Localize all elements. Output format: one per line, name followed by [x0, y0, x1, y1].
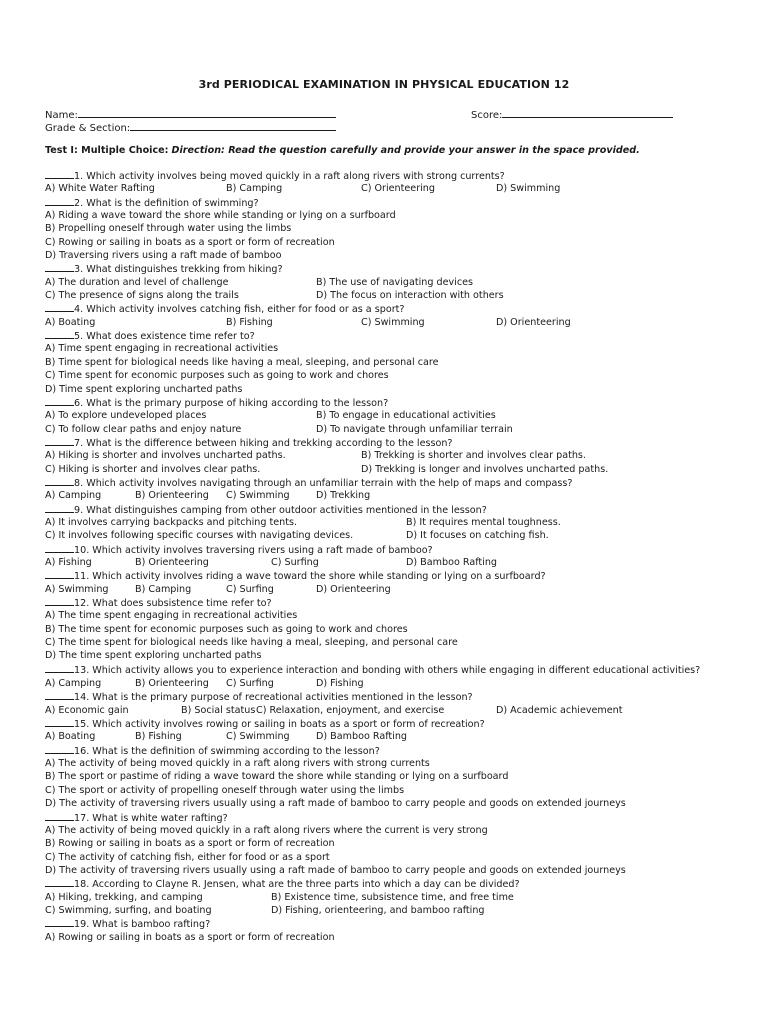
question-stem	[45, 877, 745, 890]
question-stem	[45, 302, 745, 315]
answer-blank[interactable]	[45, 262, 74, 272]
question-list	[45, 169, 745, 944]
answer-option: A) Camping	[45, 678, 102, 690]
answer-option: D) Bamboo Rafting	[316, 731, 408, 743]
question-stem	[45, 917, 745, 930]
option-row	[45, 677, 745, 690]
answer-blank[interactable]	[45, 877, 74, 887]
option-row	[45, 757, 745, 770]
answer-option: D) The time spent exploring uncharted paths	[45, 650, 262, 662]
option-row	[45, 423, 745, 436]
option-row	[45, 851, 745, 864]
answer-option: B) Orienteering	[135, 490, 209, 502]
question-stem	[45, 396, 745, 409]
question-text: 2. What is the definition of swimming?	[74, 197, 259, 209]
option-row	[45, 583, 745, 596]
answer-option: D) Traversing rivers using a raft made of bamboo	[45, 250, 282, 262]
question-text: 14. What is the primary purpose of recreational activities mentioned in the lesson?	[74, 692, 473, 704]
score-field	[471, 107, 673, 121]
answer-option: C) Swimming	[226, 490, 290, 502]
answer-option: C) Surfing	[271, 556, 319, 568]
answer-option: B) Camping	[226, 183, 283, 195]
answer-option: C) Relaxation, enjoyment, and exercise	[256, 704, 445, 716]
answer-option: A) Fishing	[45, 556, 92, 568]
option-row	[45, 649, 745, 662]
exam-title: 3rd PERIODICAL EXAMINATION IN PHYSICAL EDUCATION 12	[198, 78, 570, 91]
option-row	[45, 409, 745, 422]
name-line	[78, 107, 336, 118]
answer-option: C) Swimming	[361, 316, 425, 328]
question-text: 11. Which activity involves riding a wave toward the shore while standing or lying on a surfboard?	[74, 571, 546, 583]
answer-option: B) Camping	[135, 583, 192, 595]
answer-option: D) The activity of traversing rivers usually using a raft made of bamboo to carry people and goods on extended journeys	[45, 864, 626, 876]
option-row	[45, 342, 745, 355]
option-row	[45, 236, 745, 249]
answer-option: A) To explore undeveloped places	[45, 410, 207, 422]
option-row	[45, 489, 745, 502]
grade-section-field	[45, 120, 336, 134]
answer-blank[interactable]	[45, 196, 74, 206]
answer-blank[interactable]	[45, 690, 74, 700]
answer-option: C) Surfing	[226, 678, 274, 690]
option-row	[45, 931, 745, 944]
answer-blank[interactable]	[45, 302, 74, 312]
option-row	[45, 529, 745, 542]
answer-option: D) Fishing	[316, 678, 364, 690]
option-row	[45, 276, 745, 289]
answer-option: C) To follow clear paths and enjoy nature	[45, 423, 242, 435]
option-row	[45, 730, 745, 743]
answer-blank[interactable]	[45, 169, 74, 179]
answer-option: D) It focuses on catching fish.	[406, 530, 549, 542]
question-stem	[45, 569, 745, 582]
answer-option: C) Swimming	[226, 731, 290, 743]
answer-option: D) To navigate through unfamiliar terrain	[316, 423, 513, 435]
answer-option: D) Swimming	[496, 183, 561, 195]
answer-blank[interactable]	[45, 717, 74, 727]
option-row	[45, 249, 745, 262]
option-row	[45, 864, 745, 877]
question-stem	[45, 543, 745, 556]
answer-option: B) Existence time, subsistence time, and free time	[271, 891, 514, 903]
answer-option: B) To engage in educational activities	[316, 410, 496, 422]
grade-section-label: Grade & Section:	[45, 123, 131, 134]
answer-option: C) The activity of catching fish, either for food or as a sport	[45, 851, 330, 863]
answer-option: C) It involves following specific courses with navigating devices.	[45, 530, 354, 542]
answer-option: B) Rowing or sailing in boats as a sport or form of recreation	[45, 838, 335, 850]
question-stem	[45, 717, 745, 730]
answer-blank[interactable]	[45, 476, 74, 486]
option-row	[45, 209, 745, 222]
test-instructions	[45, 145, 640, 156]
answer-option: A) The activity of being moved quickly in a raft along rivers where the current is very strong	[45, 824, 488, 836]
answer-option: B) The sport or pastime of riding a wave toward the shore while standing or lying on a surfboard	[45, 771, 509, 783]
grade-section-line	[130, 120, 336, 131]
option-row	[45, 891, 745, 904]
question-stem	[45, 503, 745, 516]
question-stem	[45, 811, 745, 824]
question-stem	[45, 329, 745, 342]
option-row	[45, 556, 745, 569]
answer-blank[interactable]	[45, 569, 74, 579]
answer-option: D) Orienteering	[496, 316, 571, 328]
answer-blank[interactable]	[45, 811, 74, 821]
answer-option: B) Orienteering	[135, 556, 209, 568]
answer-option: A) Riding a wave toward the shore while standing or lying on a surfboard	[45, 210, 396, 222]
answer-option: D) Fishing, orienteering, and bamboo rafting	[271, 904, 485, 916]
option-row	[45, 356, 745, 369]
answer-option: A) White Water Rafting	[45, 183, 155, 195]
option-row	[45, 770, 745, 783]
answer-blank[interactable]	[45, 329, 74, 339]
answer-option: A) It involves carrying backpacks and pitching tents.	[45, 516, 298, 528]
option-row	[45, 289, 745, 302]
question-stem	[45, 744, 745, 757]
question-text: 19. What is bamboo rafting?	[74, 919, 211, 931]
answer-option: C) Hiking is shorter and involves clear paths.	[45, 463, 261, 475]
question-text: 15. Which activity involves rowing or sailing in boats as a sport or form of recreation?	[74, 719, 485, 731]
question-text: 6. What is the primary purpose of hiking according to the lesson?	[74, 397, 389, 409]
answer-option: D) Bamboo Rafting	[406, 556, 498, 568]
question-stem	[45, 690, 745, 703]
answer-option: A) Boating	[45, 731, 96, 743]
question-text: 5. What does existence time refer to?	[74, 331, 255, 343]
question-text: 12. What does subsistence time refer to?	[74, 598, 272, 609]
option-row	[45, 222, 745, 235]
answer-option: B) Propelling oneself through water using the limbs	[45, 223, 292, 235]
answer-option: A) Hiking is shorter and involves uncharted paths.	[45, 450, 286, 462]
answer-option: A) Economic gain	[45, 704, 129, 716]
option-row	[45, 182, 745, 195]
answer-option: A) The activity of being moved quickly in a raft along rivers with strong currents	[45, 758, 430, 770]
answer-option: A) The duration and level of challenge	[45, 276, 229, 288]
answer-option: B) The time spent for economic purposes such as going to work and chores	[45, 623, 408, 635]
question-text: 9. What distinguishes camping from other outdoor activities mentioned in the lesson?	[74, 504, 487, 516]
answer-option: C) The sport or activity of propelling oneself through water using the limbs	[45, 784, 405, 796]
question-text: 8. Which activity involves navigating through an unfamiliar terrain with the help of maps and compass?	[74, 477, 573, 489]
option-row	[45, 316, 745, 329]
answer-option: A) Swimming	[45, 583, 109, 595]
option-row	[45, 837, 745, 850]
answer-blank[interactable]	[45, 436, 74, 446]
answer-option: A) The time spent engaging in recreational activities	[45, 610, 298, 622]
option-row	[45, 797, 745, 810]
option-row	[45, 704, 745, 717]
question-stem	[45, 436, 745, 449]
answer-option: B) Social status	[181, 704, 256, 716]
answer-option: B) Fishing	[135, 731, 182, 743]
question-stem	[45, 169, 745, 182]
question-text: 7. What is the difference between hiking and trekking according to the lesson?	[74, 437, 453, 449]
option-row	[45, 623, 745, 636]
answer-option: A) Camping	[45, 490, 102, 502]
option-row	[45, 516, 745, 529]
answer-option: D) Trekking is longer and involves uncharted paths.	[361, 463, 609, 475]
answer-option: D) Orienteering	[316, 583, 391, 595]
question-stem	[45, 196, 745, 209]
answer-blank[interactable]	[45, 596, 74, 606]
answer-blank[interactable]	[45, 744, 74, 754]
answer-option: C) Rowing or sailing in boats as a sport or form of recreation	[45, 236, 335, 248]
option-row	[45, 824, 745, 837]
answer-option: B) It requires mental toughness.	[406, 516, 561, 528]
answer-option: D) Time spent exploring uncharted paths	[45, 383, 243, 395]
option-row	[45, 463, 745, 476]
answer-option: A) Time spent engaging in recreational activities	[45, 343, 279, 355]
question-text: 17. What is white water rafting?	[74, 812, 228, 824]
test-label: Test I: Multiple Choice:	[45, 145, 169, 156]
option-row	[45, 784, 745, 797]
answer-option: D) Trekking	[316, 490, 371, 502]
answer-option: C) The presence of signs along the trails	[45, 290, 239, 302]
question-stem	[45, 262, 745, 275]
answer-option: D) Academic achievement	[496, 704, 623, 716]
question-text: 1. Which activity involves being moved quickly in a raft along rivers with strong currents?	[74, 171, 505, 182]
question-text: 16. What is the definition of swimming according to the lesson?	[74, 745, 380, 757]
answer-option: B) Fishing	[226, 316, 273, 328]
answer-blank[interactable]	[45, 396, 74, 406]
question-text: 18. According to Clayne R. Jensen, what are the three parts into which a day can be divided?	[74, 879, 520, 891]
question-text: 10. Which activity involves traversing rivers using a raft made of bamboo?	[74, 544, 433, 556]
answer-option: B) The use of navigating devices	[316, 276, 474, 288]
answer-option: B) Time spent for biological needs like having a meal, sleeping, and personal care	[45, 356, 439, 368]
question-stem	[45, 596, 745, 609]
answer-blank[interactable]	[45, 663, 74, 673]
option-row	[45, 609, 745, 622]
answer-option: D) The focus on interaction with others	[316, 290, 504, 302]
answer-option: C) Surfing	[226, 583, 274, 595]
option-row	[45, 383, 745, 396]
score-line	[502, 107, 673, 118]
answer-option: C) Swimming, surfing, and boating	[45, 904, 212, 916]
answer-blank[interactable]	[45, 543, 74, 553]
name-label: Name:	[45, 110, 78, 121]
answer-option: A) Rowing or sailing in boats as a sport or form of recreation	[45, 931, 335, 943]
option-row	[45, 904, 745, 917]
direction-text: Direction: Read the question carefully and provide your answer in the space provided.	[171, 145, 640, 156]
answer-option: B) Trekking is shorter and involves clear paths.	[361, 450, 586, 462]
question-text: 13. Which activity allows you to experience interaction and bonding with others while engaging in different educational activities?	[74, 664, 701, 676]
question-text: 4. Which activity involves catching fish, either for food or as a sport?	[74, 304, 405, 316]
answer-blank[interactable]	[45, 503, 74, 513]
answer-option: C) Time spent for economic purposes such as going to work and chores	[45, 370, 389, 382]
answer-option: C) The time spent for biological needs like having a meal, sleeping, and personal care	[45, 637, 458, 649]
question-stem	[45, 663, 745, 677]
answer-option: D) The activity of traversing rivers usually using a raft made of bamboo to carry people and goods on extended journeys	[45, 798, 626, 810]
option-row	[45, 369, 745, 382]
answer-option: A) Hiking, trekking, and camping	[45, 891, 203, 903]
option-row	[45, 449, 745, 462]
answer-option: A) Boating	[45, 316, 96, 328]
question-stem	[45, 476, 745, 489]
answer-blank[interactable]	[45, 917, 74, 927]
question-text: 3. What distinguishes trekking from hiking?	[74, 264, 283, 276]
score-label: Score:	[471, 110, 503, 121]
answer-option: C) Orienteering	[361, 183, 435, 195]
answer-option: B) Orienteering	[135, 678, 209, 690]
name-field	[45, 107, 336, 121]
option-row	[45, 636, 745, 649]
